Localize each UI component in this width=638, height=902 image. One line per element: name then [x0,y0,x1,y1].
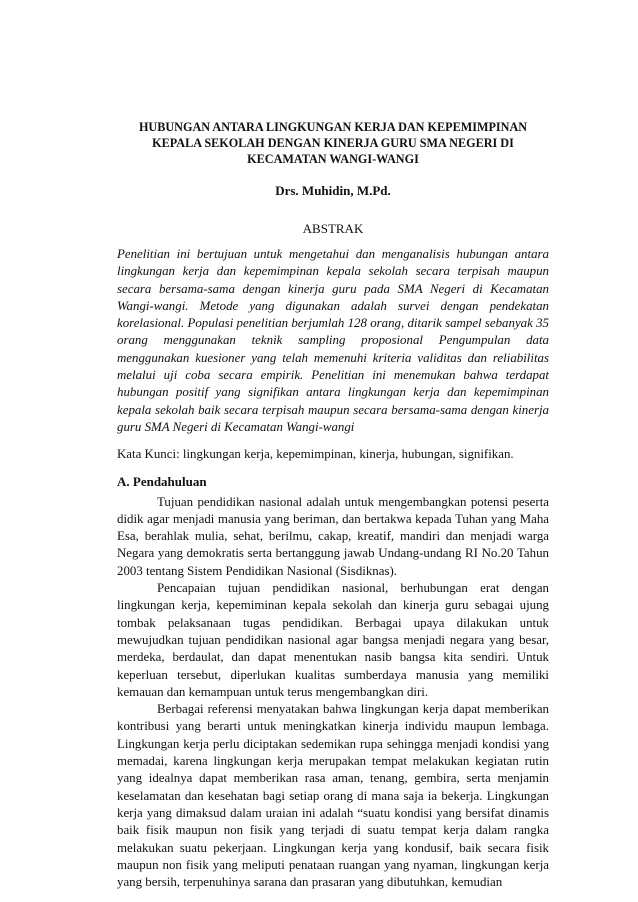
paper-title [117,119,549,167]
title-line: KECAMATAN WANGI-WANGI [247,152,419,166]
title-line: KEPALA SEKOLAH DENGAN KINERJA GURU SMA NEGERI DI [152,136,514,150]
section-heading: A. Pendahuluan [117,473,207,489]
title-line: HUBUNGAN ANTARA LINGKUNGAN KERJA DAN KEPEMIMPINAN [138,120,528,134]
author-name: Drs. Muhidin, M.Pd. [275,183,391,198]
paragraph: Tujuan pendidikan nasional adalah untuk mengembangkan potensi peserta didik agar menjadi manusia yang beriman, dan bertakwa kepada Tuhan yang Maha Esa, berahlak mulia, sehat, berilmu, cakap, kreatif, mandiri dan menjadi warga Negara yang demokratis serta bertanggung jawab Undang-undang RI No.20 Tahun 2003 tentang Sistem Pendidikan Nasional (Sisdiknas). [117,494,549,578]
abstract-heading: ABSTRAK [302,221,364,236]
paragraph: Berbagai referensi menyatakan bahwa lingkungan kerja dapat memberikan kontribusi yang berarti untuk meningkatkan kinerja individu maupun lembaga. Lingkungan kerja perlu diciptakan sedemikan rupa sehingga menjadi kondisi yang memadai, karena lingkungan kerja merupakan tempat melakukan kegiatan rutin yang idealnya dapat memberikan rasa aman, tenang, gembira, serta menjamin keselamatan dan kesehatan bagi setiap orang di mana saja ia bekerja. Lingkungan kerja yang dimaksud dalam uraian ini adalah “suatu kondisi yang bersifat dinamis baik fisik maupun non fisik yang terjadi di suatu tempat kerja dalam rangka melakukan suatu pekerjaan. Lingkungan kerja yang kondusif, baik secara fisik maupun non fisik yang meliputi penataan ruangan yang nyaman, lingkungan kerja yang bersih, terpenuhinya sarana dan prasaran yang dibutuhkan, kemudian [117,702,549,890]
document-page [117,119,549,891]
abstract-text: Penelitian ini bertujuan untuk mengetahui dan menganalisis hubungan antara lingkungan kerja dan kepemimpinan kepala sekolah secara terpisah maupun secara bersama-sama dengan kinerja guru pada SMA Negeri di Kecamatan Wangi-wangi. Metode yang digunakan adalah survei dengan pendekatan korelasional. Populasi penelitian berjumlah 128 orang, ditarik sampel sebanyak 35 orang menggunakan teknik sampling proposional Pengumpulan data menggunakan kuesioner yang telah memenuhi kriteria validitas dan reliabilitas melalui uji coba secara empirik. Penelitian ini menemukan bahwa terdapat hubungan positif yang signifikan antara lingkungan kerja dan kepemimpinan kepala sekolah baik secara terpisah maupun secara bersama-sama dengan kinerja guru SMA Negeri di Kecamatan Wangi-wangi [117,247,549,434]
paragraph: Pencapaian tujuan pendidikan nasional, berhubungan erat dengan lingkungan kerja, kepemiminan kepala sekolah dan kinerja guru sebagai ujung tombak pelaksanaan tugas pendidikan. Berbagai upaya dilakukan untuk mewujudkan tujuan pendidikan nasional agar bangsa menjadi negara yang besar, merdeka, berdaulat, dan dapat menentukan nasib bangsa kita sendiri. Untuk keperluan tersebut, diperlukan kualitas sumberdaya manusia yang memiliki kemauan dan kemampuan untuk terus mengembangkan diri. [117,581,549,699]
introduction-body [117,494,549,892]
keywords: Kata Kunci: lingkungan kerja, kepemimpinan, kinerja, hubungan, signifikan. [117,447,514,462]
